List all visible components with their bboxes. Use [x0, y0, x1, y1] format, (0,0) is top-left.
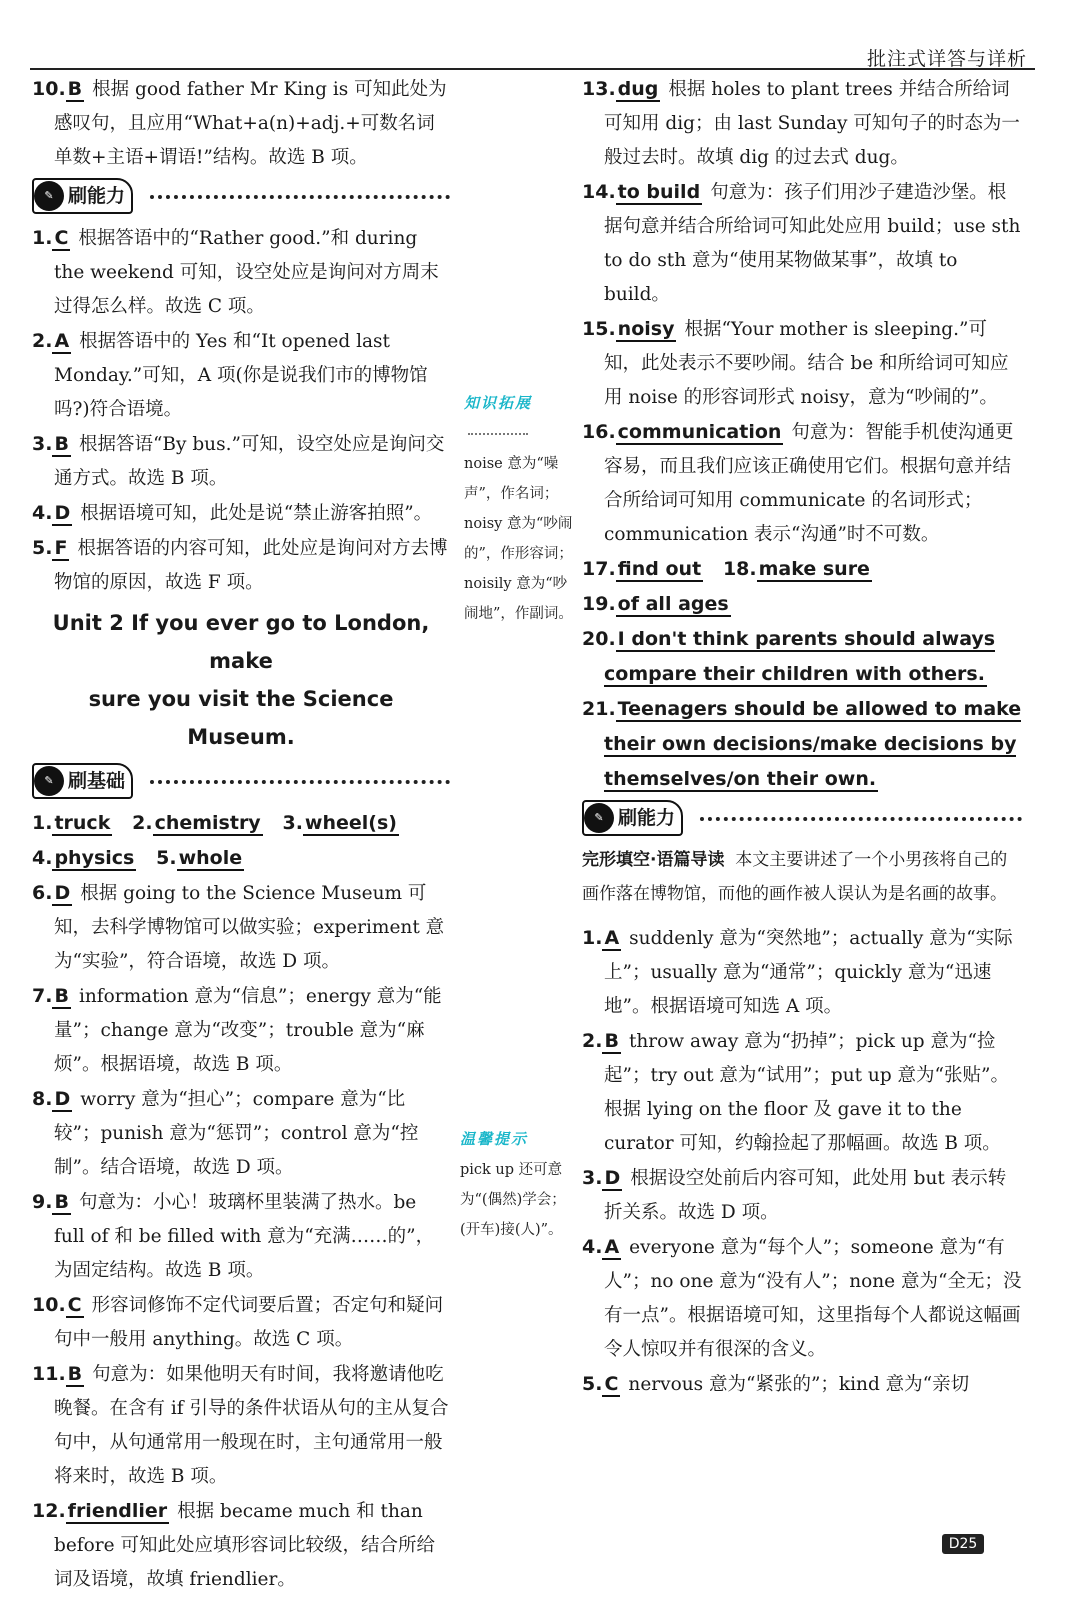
unit-title: Unit 2 If you ever go to London, make sure you visit the Science Museum.	[52, 611, 430, 749]
header-rule	[30, 68, 1035, 70]
answer-row: 19. of all ages	[582, 593, 729, 615]
answer-item: 3. D 根据设空处前后内容可知，此处用 but 表示转折关系。故选 D 项。	[582, 1167, 1007, 1223]
brush-icon: ✎	[34, 766, 64, 796]
answer-item: 7. B information 意为“信息”；energy 意为“能量”；change 意为“改变”；trouble 意为“麻烦”。根据语境，故选 B 项。	[32, 985, 442, 1075]
side-note-text: noise 意为“噪声”，作名词；noisy 意为“吵闹的”，作形容词；noisily 意为“吵闹地”，作副词。	[464, 456, 573, 622]
answer-item: 5. C nervous 意为“紧张的”；kind 意为“亲切	[582, 1373, 970, 1395]
answer-item: 4. A everyone 意为“每个人”；someone 意为“有人”；no one 意为“没有人”；none 意为“全无；没有一点”。根据语境可知，这里指每个人都说这幅画令人惊叹并有很深的含义。	[582, 1236, 1022, 1360]
answer-item: 21. Teenagers should be allowed to make their own decisions/make decisions by themselves/on their own.	[582, 698, 1022, 790]
answer-item	[32, 72, 450, 175]
side-note-knowledge	[464, 388, 576, 629]
section-heading: ✎ 刷基础	[32, 762, 450, 802]
item-number: 10.	[32, 78, 66, 100]
answer-item: 3. B 根据答语“By bus.”可知，设空处应是询问交通方式。故选 B 项。	[32, 433, 445, 489]
answer-item: 16. communication 句意为：智能手机使沟通更容易，而且我们应该正确使用它们。根据句意并结合所给词可知用 communicate 的名词形式；communication 表示“沟通”时不可数。	[582, 421, 1014, 545]
answer-row: 4. physics 5. whole	[32, 847, 243, 869]
tip-dotted-line	[468, 433, 528, 435]
answer-item: 5. F 根据答语的内容可知，此处应是询问对方去博物馆的原因，故选 F 项。	[32, 537, 448, 593]
answer-item: 13. dug 根据 holes to plant trees 并结合所给词可知用 dig；由 last Sunday 可知句子的时态为一般过去时。故填 dig 的过去式 dug。	[582, 78, 1020, 168]
answer-item: 6. D 根据 going to the Science Museum 可知，去科学博物馆可以做实验；experiment 意为“实验”，符合语境，故选 D 项。	[32, 882, 445, 972]
item-explanation: 根据 good father Mr King is 可知此处为感叹句，且应用“What+a(n)+adj.+可数名词单数+主语+谓语!”结构。故选 B 项。	[54, 79, 447, 168]
tip-label: 温馨提示	[460, 1130, 529, 1148]
side-note-reminder	[460, 1124, 572, 1245]
passage-intro: 完形填空·语篇导读 本文主要讲述了一个小男孩将自己的画作落在博物馆，而他的画作被人误认为是名画的故事。	[582, 850, 1008, 904]
answer-item: 15. noisy 根据“Your mother is sleeping.”可知，此处表示不要吵闹。结合 be 和所给词可知应用 noise 的形容词形式 noisy，意为“吵闹的”。	[582, 318, 1009, 408]
brush-icon: ✎	[34, 181, 64, 211]
answer-item: 11. B 句意为：如果他明天有时间，我将邀请他吃晚餐。在含有 if 引导的条件状语从句的主从复合句中，从句通常用一般现在时，主句通常用一般将来时，故选 B 项。	[32, 1363, 449, 1487]
left-column	[32, 72, 450, 1597]
answer-item: 10. C 形容词修饰不定代词要后置；否定句和疑问句中一般用 anything。故选 C 项。	[32, 1294, 444, 1350]
answer-item: 4. D 根据语境可知，此处是说“禁止游客拍照”。	[32, 502, 433, 524]
answer-item: 1. C 根据答语中的“Rather good.”和 during the weekend 可知，设空处应是询问对方周末过得怎么样。故选 C 项。	[32, 227, 439, 317]
tip-label: 知识拓展	[464, 394, 533, 412]
answer-item: 2. B throw away 意为“扔掉”；pick up 意为“捡起”；try out 意为“试用”；put up 意为“张贴”。根据 lying on the floor 及 gave it to the curator 可知，约翰捡起了那幅画。故选 B 项。	[582, 1030, 1009, 1154]
page-header-title: 批注式详答与详析	[866, 48, 1027, 70]
section-heading: ✎ 刷能力	[582, 799, 1022, 839]
answer-row: 17. find out 18. make sure	[582, 558, 870, 580]
right-column	[582, 72, 1022, 1402]
answer-item: 8. D worry 意为“担心”；compare 意为“比较”；punish 意为“惩罚”；control 意为“控制”。结合语境，故选 D 项。	[32, 1088, 419, 1178]
answer-item: 14. to build 句意为：孩子们用沙子建造沙堡。根据句意并结合所给词可知此处应用 build；use sth to do sth 意为“使用某物做某事”，故填 to build。	[582, 181, 1021, 305]
answer-item: 1. A suddenly 意为“突然地”；actually 意为“实际上”；usually 意为“通常”；quickly 意为“迅速地”。根据语境可知选 A 项。	[582, 927, 1013, 1017]
brush-icon: ✎	[584, 803, 614, 833]
answer-row: 1. truck 2. chemistry 3. wheel(s)	[32, 812, 397, 834]
side-note-text: pick up 还可意为“(偶然)学会；(开车)接(人)”。	[460, 1162, 566, 1238]
item-answer: B	[67, 78, 83, 100]
section-heading: ✎ 刷能力	[32, 177, 450, 217]
page-number: D25	[942, 1534, 984, 1554]
answer-item: 2. A 根据答语中的 Yes 和“It opened last Monday.”可知，A 项(你是说我们市的博物馆吗?)符合语境。	[32, 330, 428, 420]
answer-item: 12. friendlier 根据 became much 和 than before 可知此处应填形容词比较级，结合所给词及语境，故填 friendlier。	[32, 1500, 435, 1590]
answer-item: 20. I don't think parents should always compare their children with others.	[582, 628, 996, 685]
answer-item: 9. B 句意为：小心！玻璃杯里装满了热水。be full of 和 be filled with 意为“充满……的”，为固定结构。故选 B 项。	[32, 1191, 435, 1281]
